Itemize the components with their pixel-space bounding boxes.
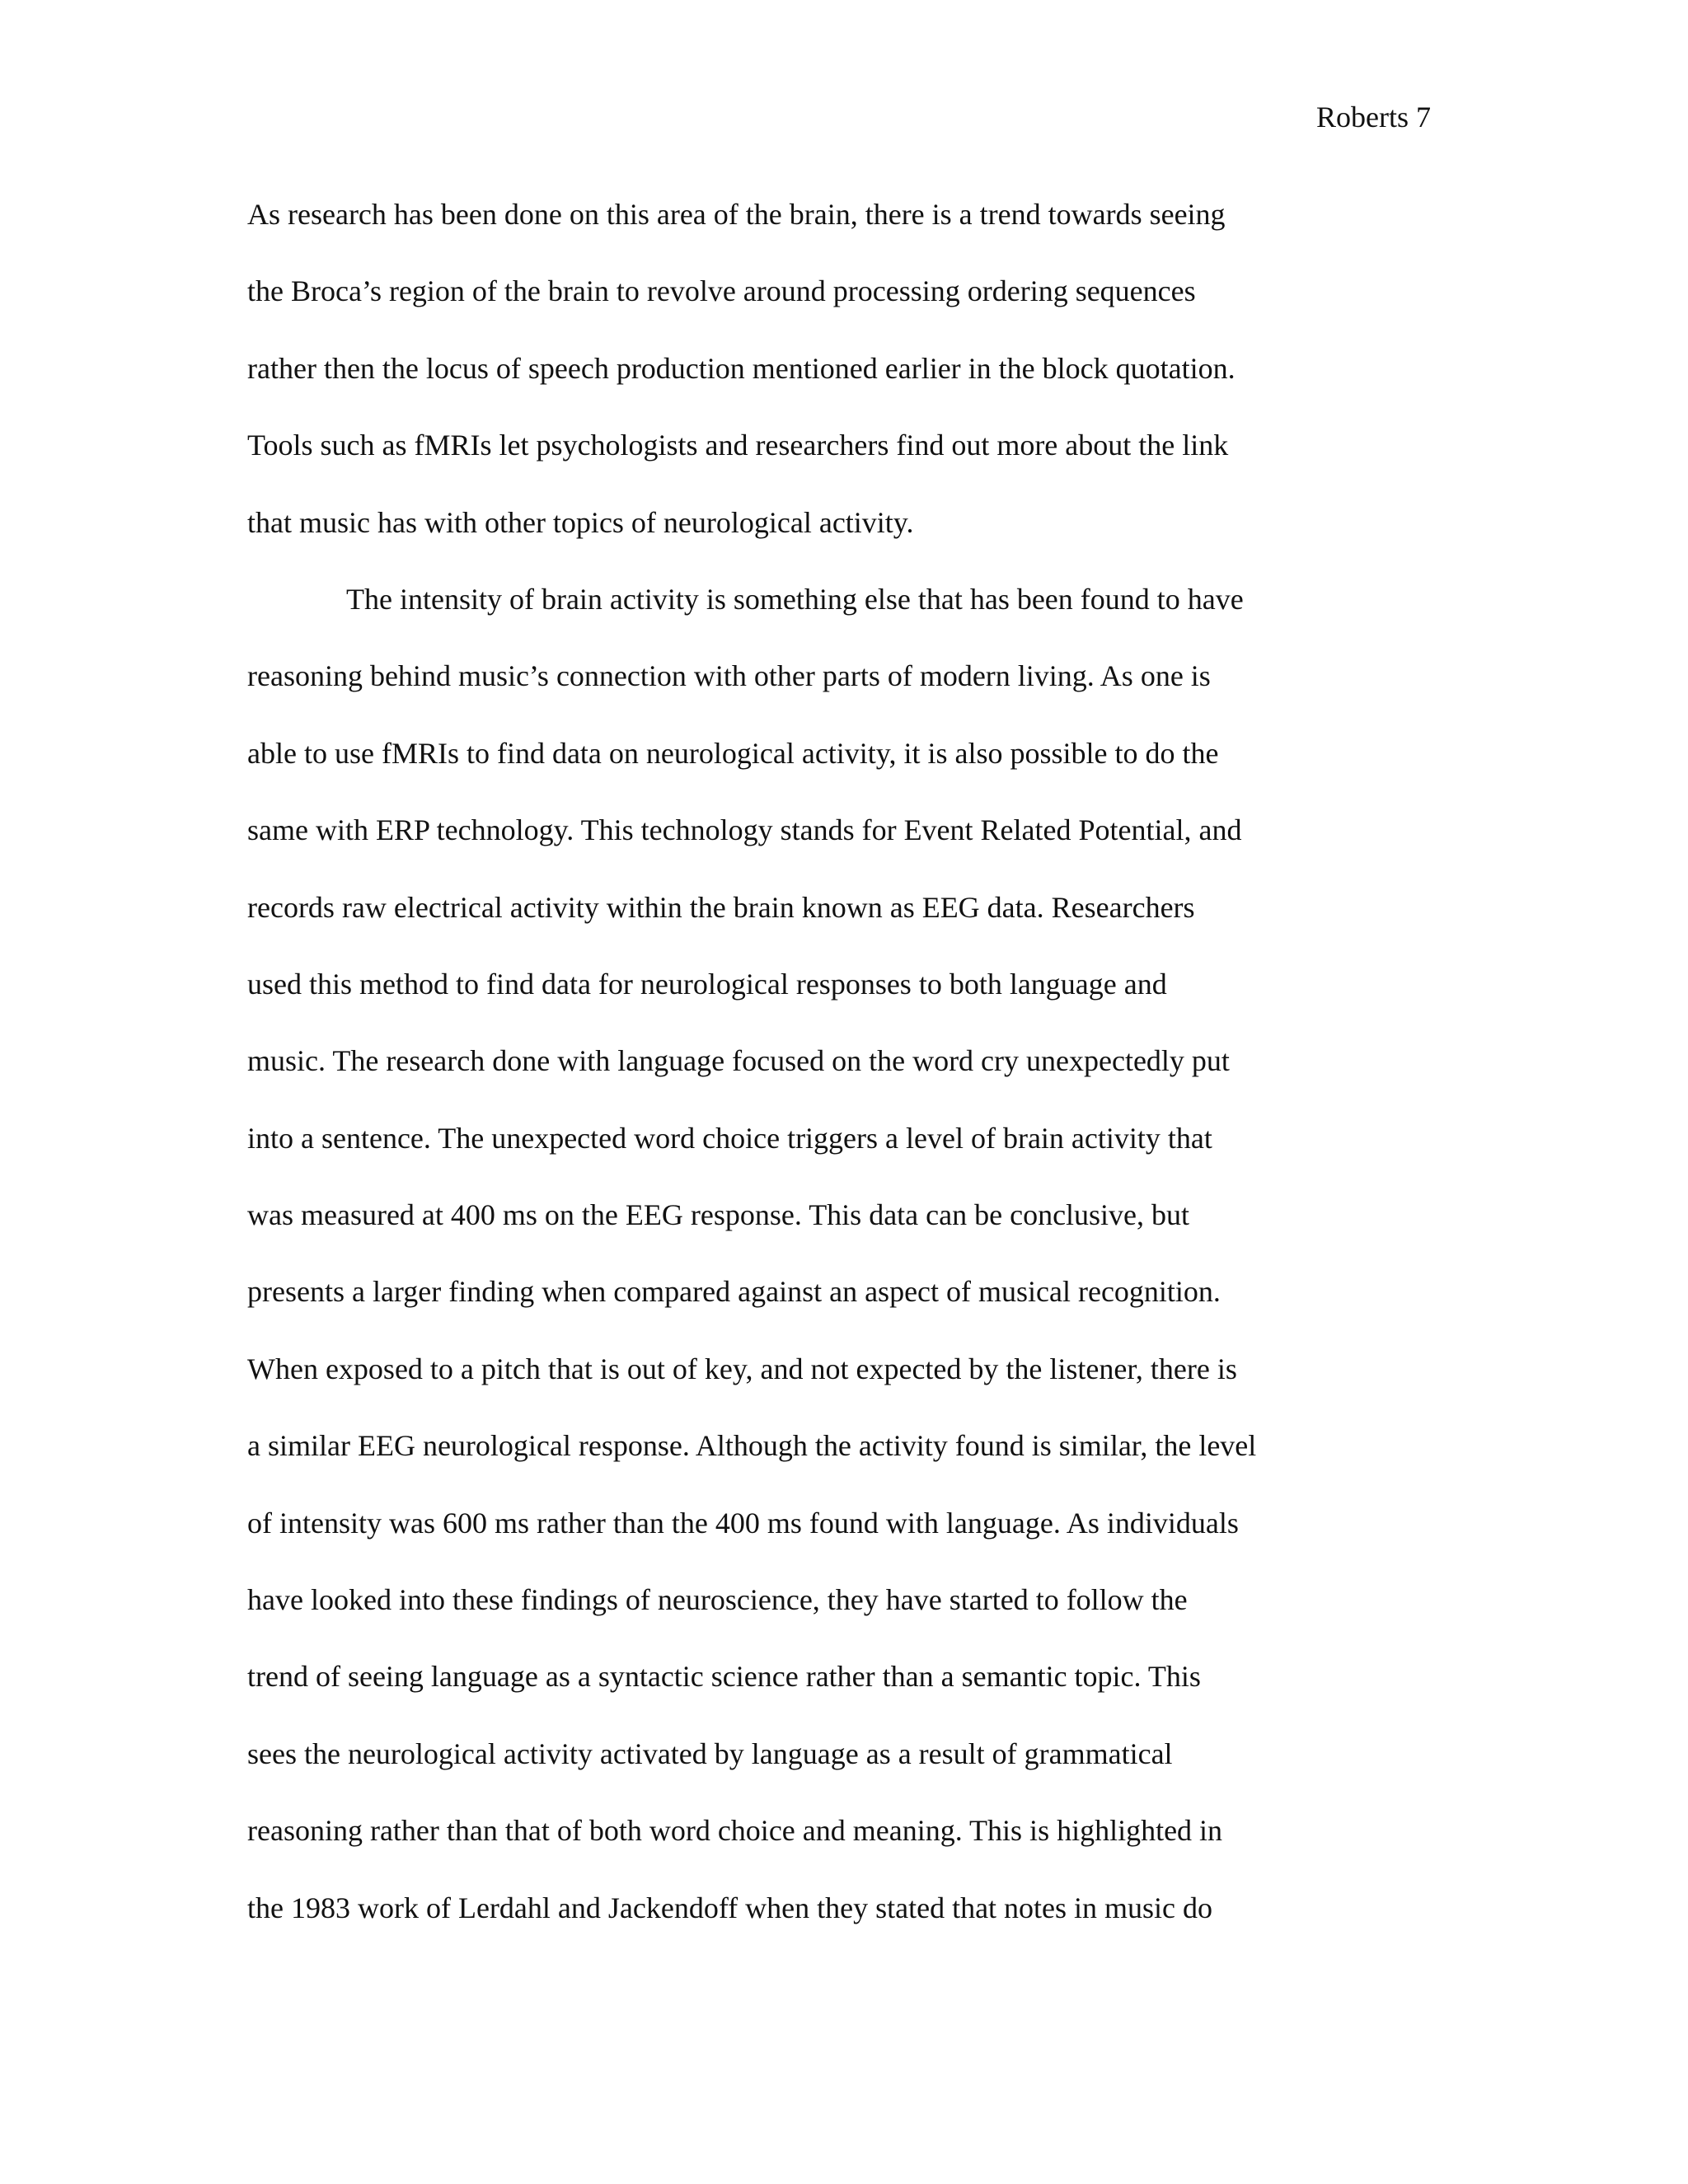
text-line: the Broca’s region of the brain to revolve around processing ordering sequences	[247, 274, 1196, 308]
text-line: reasoning behind music’s connection with other parts of modern living. As one is	[247, 659, 1211, 693]
text-line: able to use fMRIs to find data on neurological activity, it is also possible to do the	[247, 736, 1219, 770]
body-text	[247, 190, 1451, 1960]
text-line: of intensity was 600 ms rather than the 400 ms found with language. As individuals	[247, 1506, 1239, 1540]
text-line: trend of seeing language as a syntactic science rather than a semantic topic. This	[247, 1660, 1201, 1694]
text-line: used this method to find data for neurological responses to both language and	[247, 967, 1167, 1001]
text-line: the 1983 work of Lerdahl and Jackendoff when they stated that notes in music do	[247, 1891, 1213, 1924]
text-line: have looked into these findings of neuroscience, they have started to follow the	[247, 1583, 1188, 1617]
text-line: records raw electrical activity within the brain known as EEG data. Researchers	[247, 890, 1195, 924]
text-line: sees the neurological activity activated by language as a result of grammatical	[247, 1736, 1173, 1770]
text-line: presents a larger finding when compared against an aspect of musical recognition.	[247, 1275, 1221, 1309]
text-line: As research has been done on this area of the brain, there is a trend towards seeing	[247, 198, 1226, 231]
text-line: rather then the locus of speech production mentioned earlier in the block quotation.	[247, 351, 1236, 385]
text-line: Tools such as fMRIs let psychologists and researchers find out more about the link	[247, 429, 1229, 462]
paragraph-first-line: The intensity of brain activity is something else that has been found to have	[346, 582, 1244, 616]
text-line: same with ERP technology. This technology stands for Event Related Potential, and	[247, 813, 1242, 847]
text-line: was measured at 400 ms on the EEG response. This data can be conclusive, but	[247, 1198, 1190, 1232]
text-line: music. The research done with language focused on the word cry unexpectedly put	[247, 1044, 1230, 1078]
text-line: reasoning rather than that of both word choice and meaning. This is highlighted in	[247, 1814, 1223, 1848]
text-line: When exposed to a pitch that is out of key, and not expected by the listener, there is	[247, 1352, 1237, 1385]
text-line: into a sentence. The unexpected word choice triggers a level of brain activity that	[247, 1121, 1212, 1155]
text-line: a similar EEG neurological response. Although the activity found is similar, the level	[247, 1429, 1257, 1463]
running-head: Roberts 7	[1316, 101, 1431, 134]
text-line: that music has with other topics of neurological activity.	[247, 505, 914, 539]
